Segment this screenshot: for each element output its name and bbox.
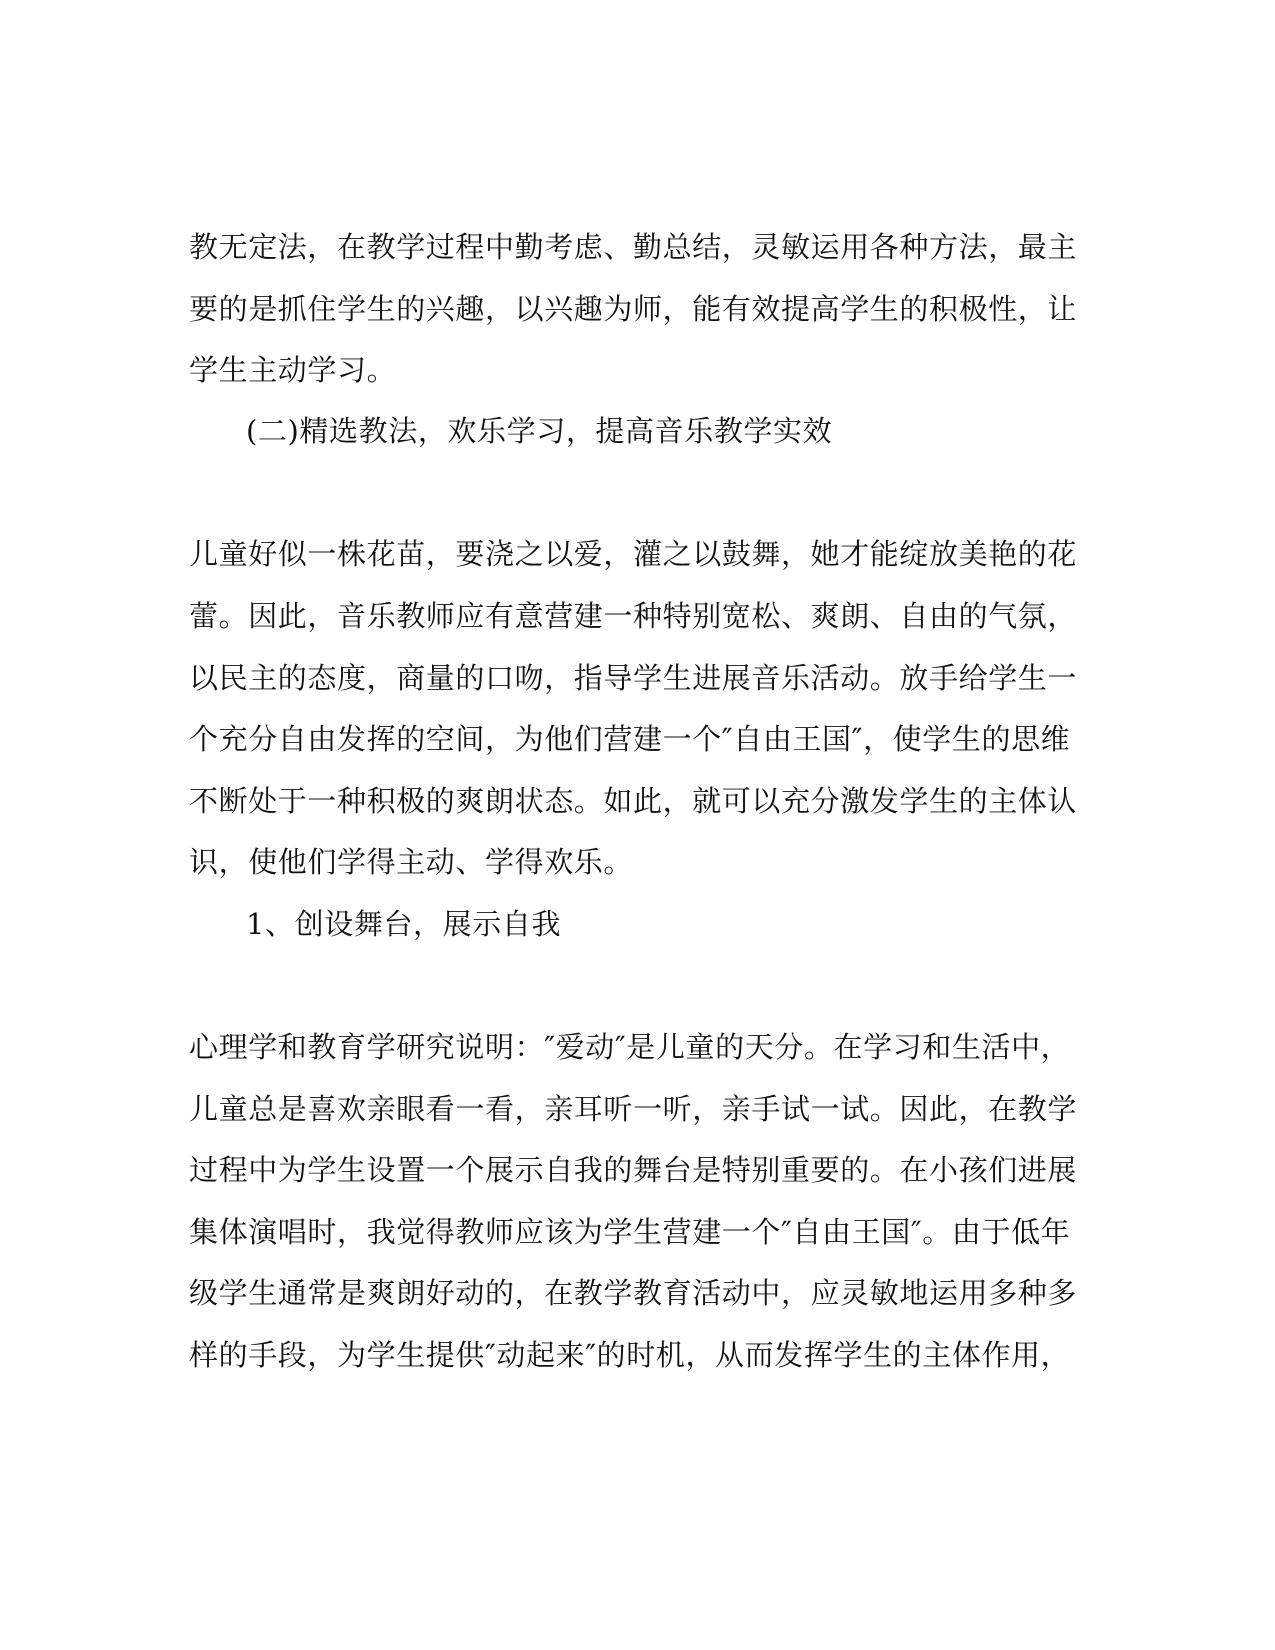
paragraph-2-line-4: 个充分自由发挥的空间，为他们营建一个″自由王国″，使学生的思维: [189, 722, 1071, 756]
paragraph-3-line-3: 过程中为学生设置一个展示自我的舞台是特别重要的。在小孩们进展: [189, 1153, 1078, 1187]
paragraph-2-line-5: 不断处于一种积极的爽朗状态。如此，就可以充分激发学生的主体认: [189, 784, 1078, 818]
paragraph-3-line-6: 样的手段，为学生提供″动起来″的时机，从而发挥学生的主体作用，: [189, 1338, 1071, 1372]
subheading-1: 1、创设舞台，展示自我: [246, 907, 562, 941]
section-heading-2: (二)精选教法，欢乐学习，提高音乐教学实效: [246, 414, 833, 448]
paragraph-1-line-2: 要的是抓住学生的兴趣，以兴趣为师，能有效提高学生的积极性，让: [189, 292, 1078, 326]
paragraph-2-line-2: 蕾。因此，音乐教师应有意营建一种特别宽松、爽朗、自由的气氛，: [189, 599, 1078, 633]
paragraph-2-line-1: 儿童好似一株花苗，要浇之以爱，灌之以鼓舞，她才能绽放美艳的花: [189, 537, 1078, 571]
paragraph-3-line-2: 儿童总是喜欢亲眼看一看，亲耳听一听，亲手试一试。因此，在教学: [189, 1092, 1078, 1126]
paragraph-1-line-1: 教无定法，在教学过程中勤考虑、勤总结，灵敏运用各种方法，最主: [189, 230, 1078, 264]
paragraph-3-line-5: 级学生通常是爽朗好动的，在教学教育活动中，应灵敏地运用多种多: [189, 1276, 1078, 1310]
paragraph-3-line-1: 心理学和教育学研究说明：″爱动″是儿童的天分。在学习和生活中，: [189, 1030, 1071, 1064]
paragraph-2-line-6: 识，使他们学得主动、学得欢乐。: [189, 845, 634, 879]
paragraph-1-line-3: 学生主动学习。: [189, 353, 397, 387]
paragraph-3-line-4: 集体演唱时，我觉得教师应该为学生营建一个″自由王国″。由于低年: [189, 1215, 1071, 1249]
paragraph-2-line-3: 以民主的态度，商量的口吻，指导学生进展音乐活动。放手给学生一: [189, 661, 1078, 695]
